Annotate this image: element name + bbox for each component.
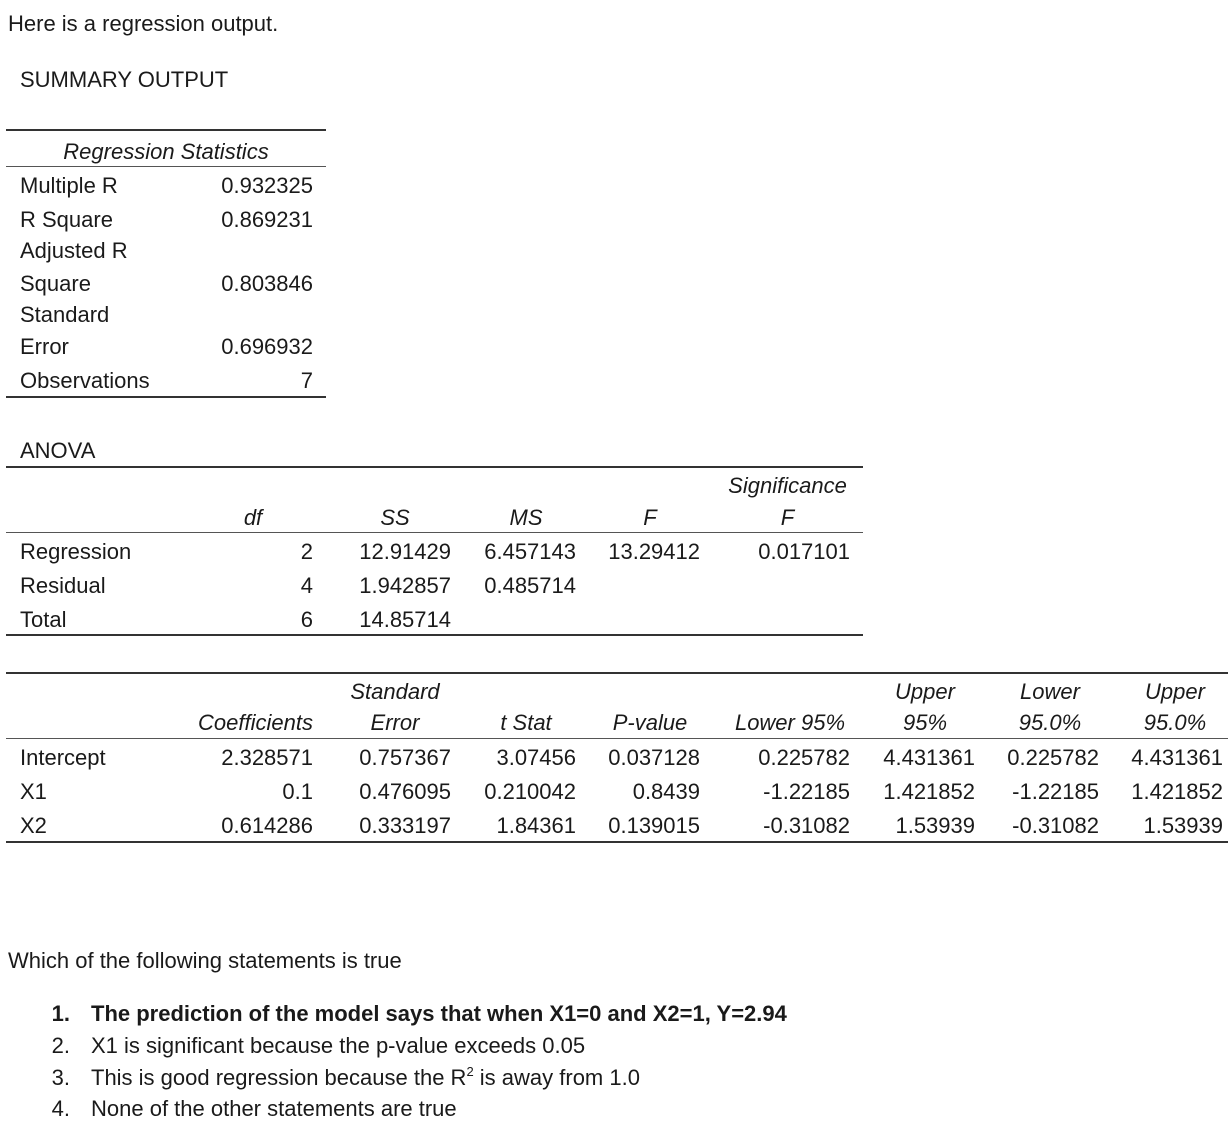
anova-row-residual-df: 4 <box>300 573 313 598</box>
r-square-label: R Square <box>20 207 113 232</box>
coef-row-x1-u95: 1.421852 <box>883 779 975 804</box>
anova-row-residual-ss: 1.942857 <box>359 573 451 598</box>
option-number: 2. <box>51 1033 70 1058</box>
coef-row-x2-p: 0.139015 <box>608 813 700 838</box>
coef-header-upper950-1: Upper <box>1145 679 1205 704</box>
coef-row-x2-u950: 1.53939 <box>1143 813 1223 838</box>
adj-r-square-label-2: Square <box>20 271 91 296</box>
coef-row-x1-coef: 0.1 <box>282 779 313 804</box>
anova-header-ms: MS <box>509 505 543 530</box>
anova-row-regression-f: 13.29412 <box>608 539 700 564</box>
anova-header-sig-2: F <box>780 505 795 530</box>
anova-row-regression-ss: 12.91429 <box>359 539 451 564</box>
coef-row-x2-l950: -0.31082 <box>1012 813 1099 838</box>
std-error-label-2: Error <box>20 334 69 359</box>
coef-row-x2-se: 0.333197 <box>359 813 451 838</box>
option-text: None of the other statements are true <box>91 1096 457 1121</box>
coef-row-x1-p: 0.8439 <box>632 779 700 804</box>
coef-header-upper95-1: Upper <box>895 679 955 704</box>
coef-bottom-rule <box>6 841 1228 843</box>
table-top-rule <box>6 129 326 131</box>
std-error-value: 0.696932 <box>221 334 313 359</box>
coef-header-se-1: Standard <box>350 679 440 704</box>
coef-row-intercept-se: 0.757367 <box>359 745 451 770</box>
anova-top-rule <box>6 466 863 468</box>
coef-header-pvalue: P-value <box>612 710 688 735</box>
coef-row-intercept-label: Intercept <box>20 745 106 770</box>
anova-header-df: df <box>243 505 263 530</box>
adj-r-square-label-1: Adjusted R <box>20 238 128 263</box>
coef-row-intercept-coef: 2.328571 <box>221 745 313 770</box>
anova-row-residual-ms: 0.485714 <box>484 573 576 598</box>
table-bottom-rule <box>6 396 326 398</box>
observations-label: Observations <box>20 368 150 393</box>
coef-row-intercept-l950: 0.225782 <box>1007 745 1099 770</box>
coef-row-x1-t: 0.210042 <box>484 779 576 804</box>
coef-header-lower950-1: Lower <box>1020 679 1080 704</box>
anova-header-f: F <box>643 505 657 530</box>
anova-row-residual-label: Residual <box>20 573 106 598</box>
multiple-r-label: Multiple R <box>20 173 118 198</box>
option-number: 3. <box>51 1065 70 1090</box>
anova-row-regression-label: Regression <box>20 539 132 564</box>
anova-bottom-rule <box>6 634 863 636</box>
coef-row-x1-l950: -1.22185 <box>1012 779 1099 804</box>
coef-top-rule <box>6 672 1228 674</box>
coef-header-upper950-2: 95.0% <box>1143 710 1207 735</box>
option-text <box>91 1064 640 1090</box>
coef-header-lower95: Lower 95% <box>734 710 846 735</box>
intro-text: Here is a regression output. <box>8 11 279 36</box>
option-number: 1. <box>51 1001 70 1026</box>
option-text: The prediction of the model says that when X1=0 and X2=1, Y=2.94 <box>91 1001 787 1026</box>
anova-row-regression-sig: 0.017101 <box>758 539 850 564</box>
coef-header-rule <box>6 738 1228 739</box>
summary-title: SUMMARY OUTPUT <box>20 67 229 92</box>
observations-value: 7 <box>300 368 313 393</box>
r-square-value: 0.869231 <box>221 207 313 232</box>
coef-row-x2-u95: 1.53939 <box>895 813 975 838</box>
anova-row-total-label: Total <box>20 607 67 632</box>
superscript-2: 2 <box>466 1064 474 1079</box>
coef-row-x1-l95: -1.22185 <box>763 779 850 804</box>
coef-row-intercept-l95: 0.225782 <box>758 745 850 770</box>
coef-row-x1-u950: 1.421852 <box>1131 779 1223 804</box>
anova-row-total-ss: 14.85714 <box>359 607 451 632</box>
anova-header-rule <box>6 532 863 533</box>
coef-header-coefficients: Coefficients <box>198 710 313 735</box>
anova-row-regression-ms: 6.457143 <box>484 539 576 564</box>
coef-header-se-2: Error <box>370 710 420 735</box>
adj-r-square-value: 0.803846 <box>221 271 313 296</box>
coef-header-lower950-2: 95.0% <box>1018 710 1082 735</box>
coef-row-x2-l95: -0.31082 <box>763 813 850 838</box>
anova-row-regression-df: 2 <box>300 539 313 564</box>
option-text-before: This is good regression because the R <box>91 1065 467 1090</box>
anova-header-sig-1: Significance <box>728 473 847 498</box>
option-text: X1 is significant because the p-value exceeds 0.05 <box>91 1033 586 1058</box>
multiple-r-value: 0.932325 <box>221 173 313 198</box>
coef-row-x2-coef: 0.614286 <box>221 813 313 838</box>
coef-header-upper95-2: 95% <box>902 710 948 735</box>
coef-row-intercept-t: 3.07456 <box>496 745 576 770</box>
option-text-after: is away from 1.0 <box>473 1065 640 1090</box>
coef-row-x2-label: X2 <box>20 813 47 838</box>
coef-row-x1-label: X1 <box>20 779 47 804</box>
anova-header-ss: SS <box>380 505 410 530</box>
anova-row-total-df: 6 <box>300 607 313 632</box>
question-text: Which of the following statements is true <box>8 948 402 973</box>
coef-row-x1-se: 0.476095 <box>359 779 451 804</box>
std-error-label-1: Standard <box>20 302 110 327</box>
coef-header-tstat: t Stat <box>500 710 552 735</box>
coef-row-x2-t: 1.84361 <box>496 813 576 838</box>
anova-title: ANOVA <box>20 438 96 463</box>
option-number: 4. <box>51 1096 70 1121</box>
header-rule <box>6 166 326 167</box>
regstats-header: Regression Statistics <box>63 139 269 164</box>
coef-row-intercept-p: 0.037128 <box>608 745 700 770</box>
coef-row-intercept-u95: 4.431361 <box>883 745 975 770</box>
coef-row-intercept-u950: 4.431361 <box>1131 745 1223 770</box>
